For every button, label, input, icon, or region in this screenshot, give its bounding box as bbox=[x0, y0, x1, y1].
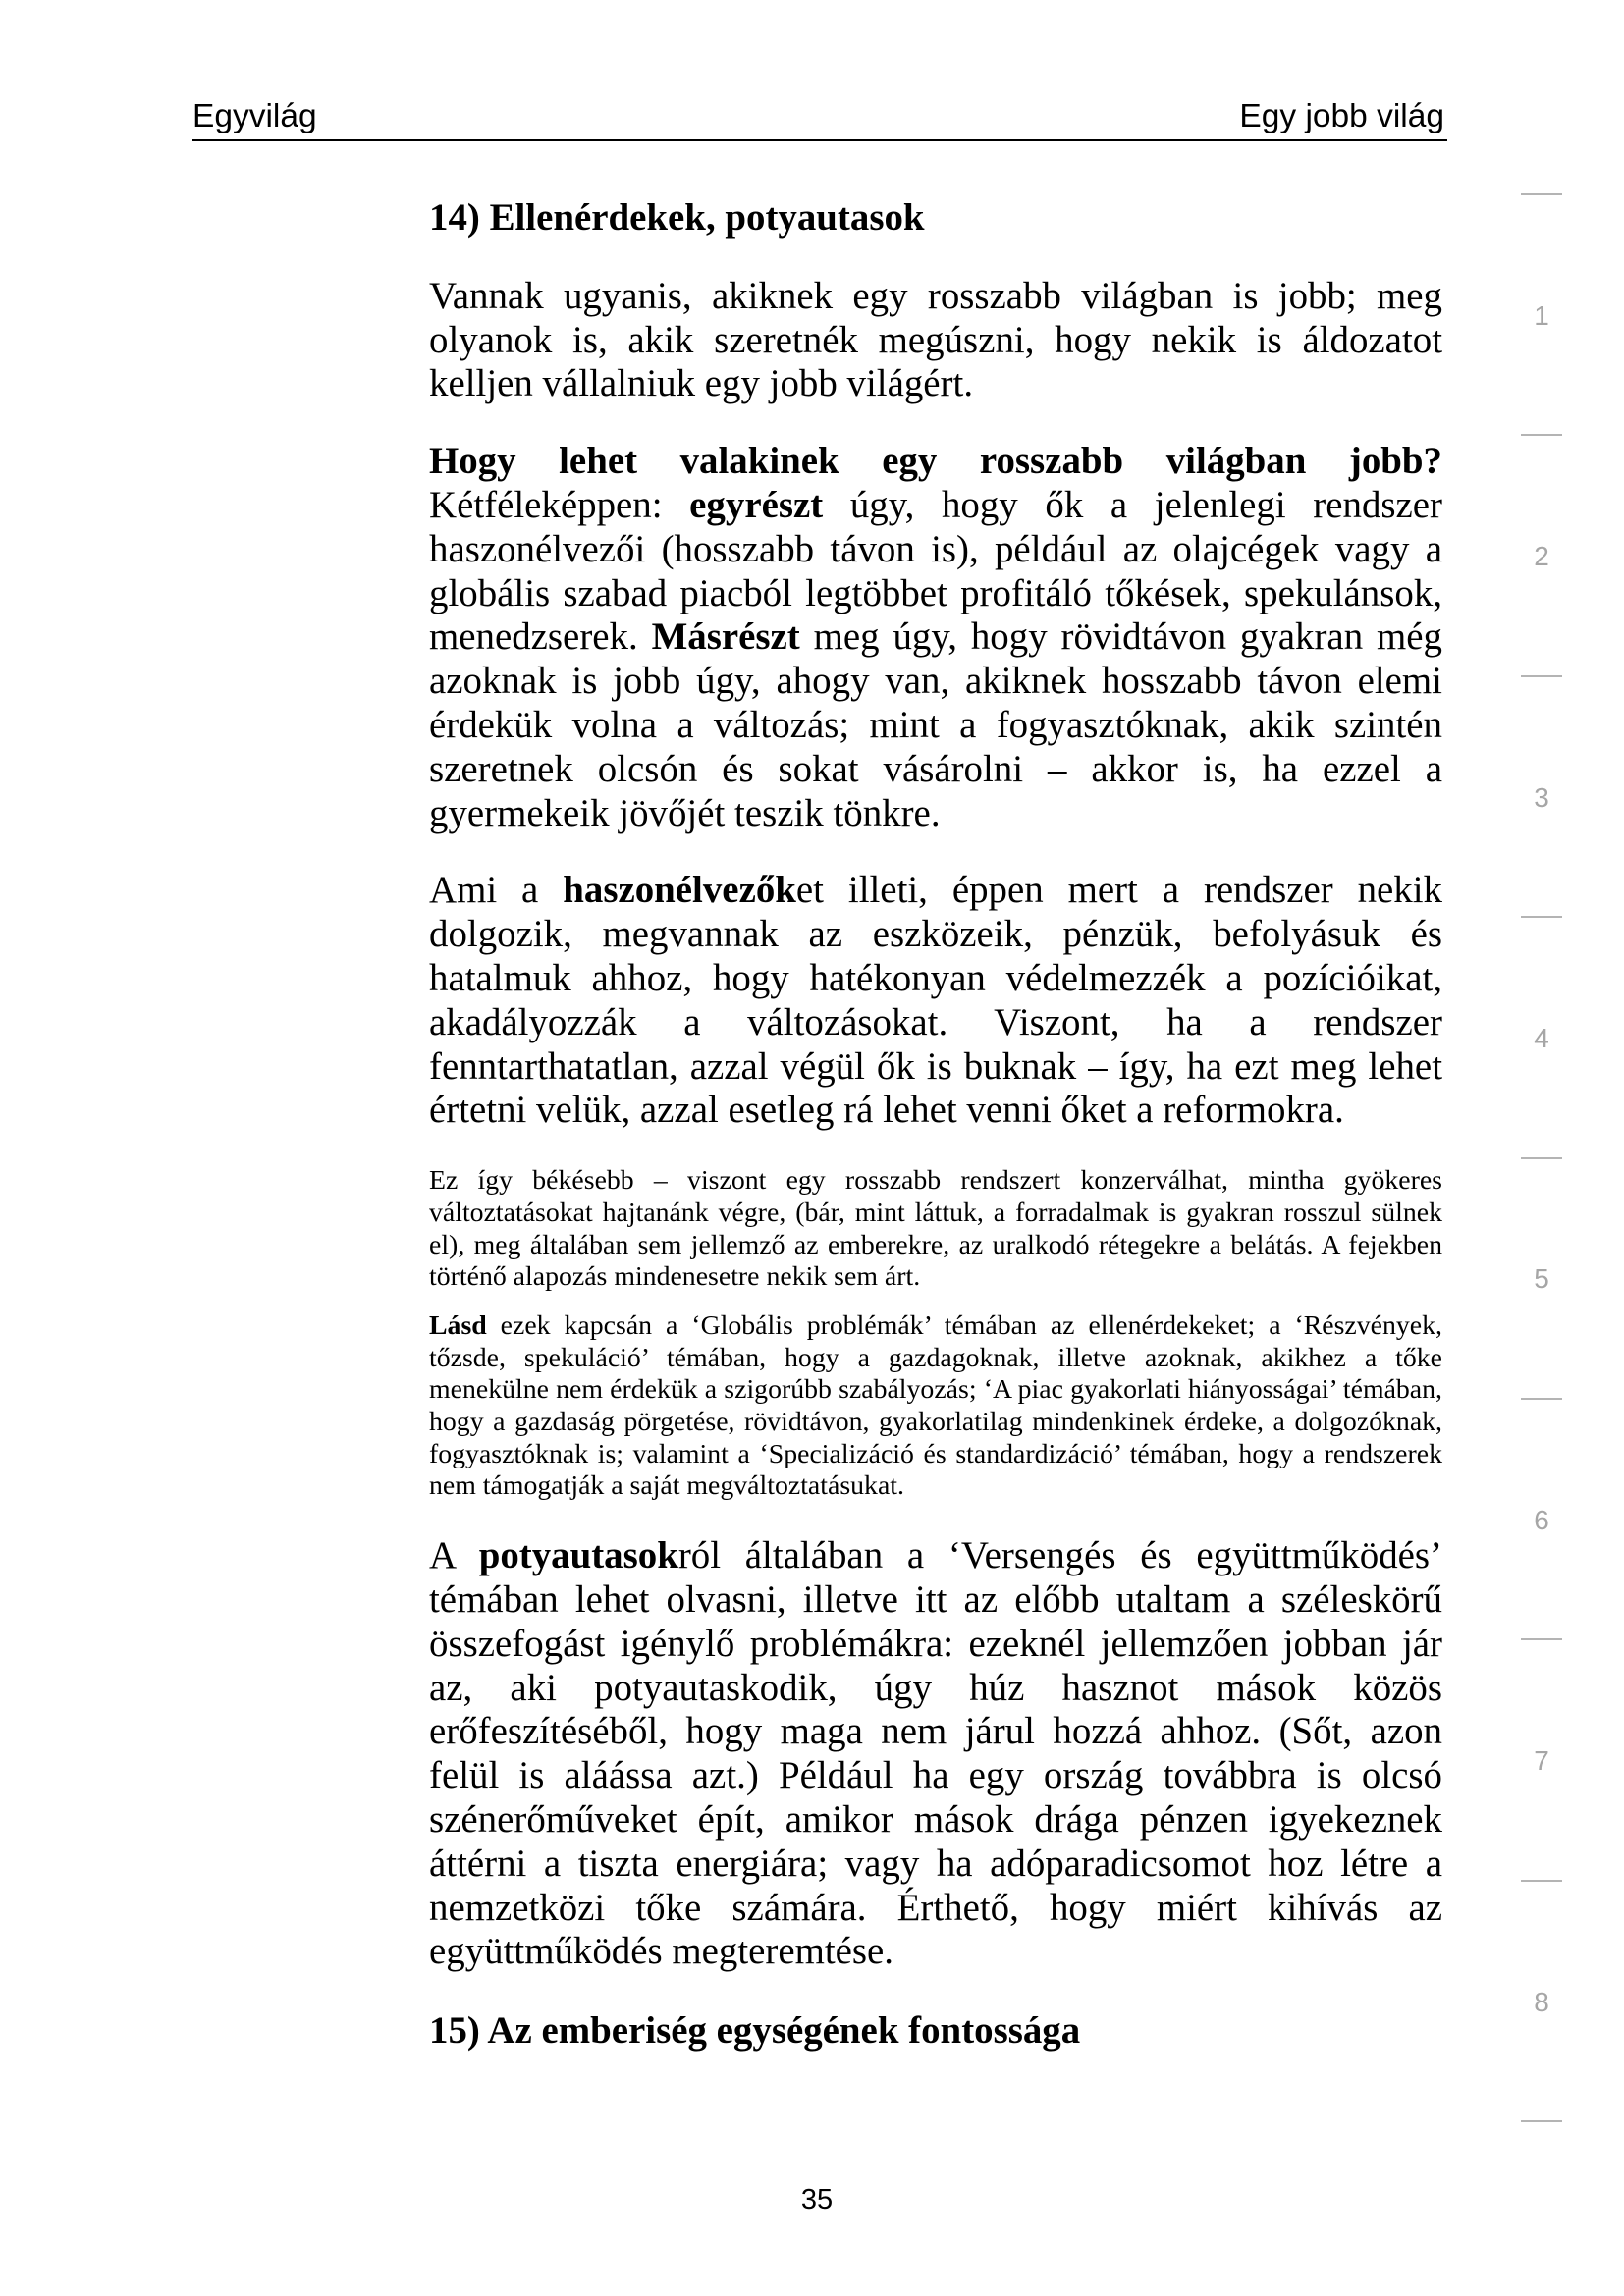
margin-number: 1 bbox=[1534, 300, 1549, 331]
page-number: 35 bbox=[800, 2184, 834, 2216]
small-note bbox=[429, 1165, 1442, 1294]
margin-tick bbox=[1521, 1157, 1562, 1159]
margin-tick bbox=[1521, 434, 1562, 436]
small-note bbox=[429, 1310, 1442, 1503]
paragraph-text: meg úgy, hogy rövidtávon gyakran még azoknak is jobb úgy, ahogy van, akiknek hosszabb távon elemi érdekük volna a változás; mint a fogyasztóknak, akik szintén szeretnek olcsón és sokat vásárolni – akkor is, ha ezzel a gyermekeik jövőjét teszik tönkre. bbox=[429, 615, 1442, 834]
margin-number: 5 bbox=[1534, 1263, 1549, 1294]
paragraph-text: Ami a bbox=[429, 869, 564, 912]
margin-number: 8 bbox=[1534, 1987, 1549, 2017]
running-header-left: Egyvilág bbox=[192, 98, 317, 134]
text-column bbox=[429, 196, 1442, 2054]
paragraph bbox=[429, 440, 1442, 835]
paragraph-text: Vannak ugyanis, akiknek egy rosszabb világban is jobb; meg olyanok is, akik szeretnék megúszni, hogy nekik is áldozatot kelljen vállalniuk egy jobb világért. bbox=[429, 274, 1442, 405]
bold-question: Hogy lehet valakinek egy rosszabb világban jobb? bbox=[429, 440, 1442, 483]
margin-number: 4 bbox=[1534, 1023, 1549, 1053]
note-text: ezek kapcsán a ‘Globális problémák’ témában az ellenérdekeket; a ‘Részvények, tőzsde, spekuláció’ témában, hogy a gazdagoknak, illetve azoknak, akikhez a tőke menekülne nem érdekük a szigorúbb szabályozás; ‘A piac gyakorlati hiányosságai’ témában, hogy a gazdaság pörgetése, rövidtávon, gyakorlatilag mindenkinek érdeke, a dolgozóknak, fogyasztóknak is; valamint a ‘Specializáció és standardizáció’ témában, hogy a rendszerek nem támogatják a saját megváltoztatásukat. bbox=[429, 1309, 1442, 1502]
note-text: Ez így békésebb – viszont egy rosszabb rendszert konzerválhat, mintha gyökeres változtatásokat hajtanánk végre, (bár, mint láttuk, a forradalmak is gyakran rosszul sülnek el), meg általában sem jellemző az emberekre, az uralkodó rétegekre a belátás. A fejekben történő alapozás mindenesetre nekik sem árt. bbox=[429, 1165, 1442, 1293]
paragraph bbox=[429, 869, 1442, 1133]
margin-tick bbox=[1521, 916, 1562, 918]
paragraph-text: Kétféleképpen: bbox=[429, 483, 690, 526]
paragraph bbox=[429, 1534, 1442, 1974]
paragraph bbox=[429, 275, 1442, 406]
running-header-right: Egy jobb világ bbox=[1239, 98, 1444, 134]
section-heading-15: 15) Az emberiség egységének fontossága bbox=[429, 2009, 1081, 2053]
bold-term: egyrészt bbox=[689, 483, 824, 526]
margin-tick bbox=[1521, 1398, 1562, 1400]
margin-tick bbox=[1521, 1880, 1562, 1882]
bold-term: potyautasok bbox=[478, 1534, 678, 1577]
bold-term: haszonélvezők bbox=[563, 869, 796, 912]
paragraph-text: et illeti, éppen mert a rendszer nekik dolgozik, megvannak az eszközeik, pénzük, befolyásuk és hatalmuk ahhoz, hogy hatékonyan védelmezzék a pozícióikat, akadályozzák a változásokat. Viszont, ha a rendszer fenntarthatatlan, azzal végül ők is buknak – így, ha ezt meg lehet értetni velük, azzal esetleg rá lehet venni őket a reformokra. bbox=[429, 869, 1442, 1132]
margin-tick bbox=[1521, 675, 1562, 677]
margin-tick bbox=[1521, 1638, 1562, 1640]
paragraph-text: úgy, hogy ők a jelenlegi rendszer haszonélvezői (hosszabb távon is), például az olajcégek vagy a globális szabad piacból legtöbbet profitáló tőkések, spekulánsok, menedzserek. bbox=[429, 483, 1442, 659]
margin-tick bbox=[1521, 193, 1562, 195]
margin-number: 6 bbox=[1534, 1505, 1549, 1535]
paragraph-text: ról általában a ‘Versengés és együttműködés’ témában lehet olvasni, illetve itt az előbb utaltam a széleskörű összefogást igénylő problémákra: ezeknél jellemzően jobban jár az, aki potyautaskodik, úgy húz hasznot mások közös erőfeszítéséből, hogy maga nem járul hozzá ahhoz. (Sőt, azon felül is aláássa azt.) Például ha egy ország továbbra is olcsó szénerőműveket épít, amikor mások drága pénzen igyekeznek áttérni a tiszta energiára; vagy ha adóparadicsomot hoz létre a nemzetközi tőke számára. Érthető, hogy miért kihívás az együttműködés megteremtése. bbox=[429, 1534, 1442, 1973]
bold-term: Másrészt bbox=[651, 615, 800, 659]
margin-number: 3 bbox=[1534, 782, 1549, 813]
paragraph-text: A bbox=[429, 1534, 479, 1577]
margin-number: 7 bbox=[1534, 1745, 1549, 1776]
bold-term: Lásd bbox=[429, 1309, 487, 1341]
margin-tick bbox=[1521, 2120, 1562, 2122]
margin-number: 2 bbox=[1534, 541, 1549, 571]
header-rule bbox=[192, 139, 1447, 141]
section-heading-14: 14) Ellenérdekek, potyautasok bbox=[429, 196, 925, 239]
